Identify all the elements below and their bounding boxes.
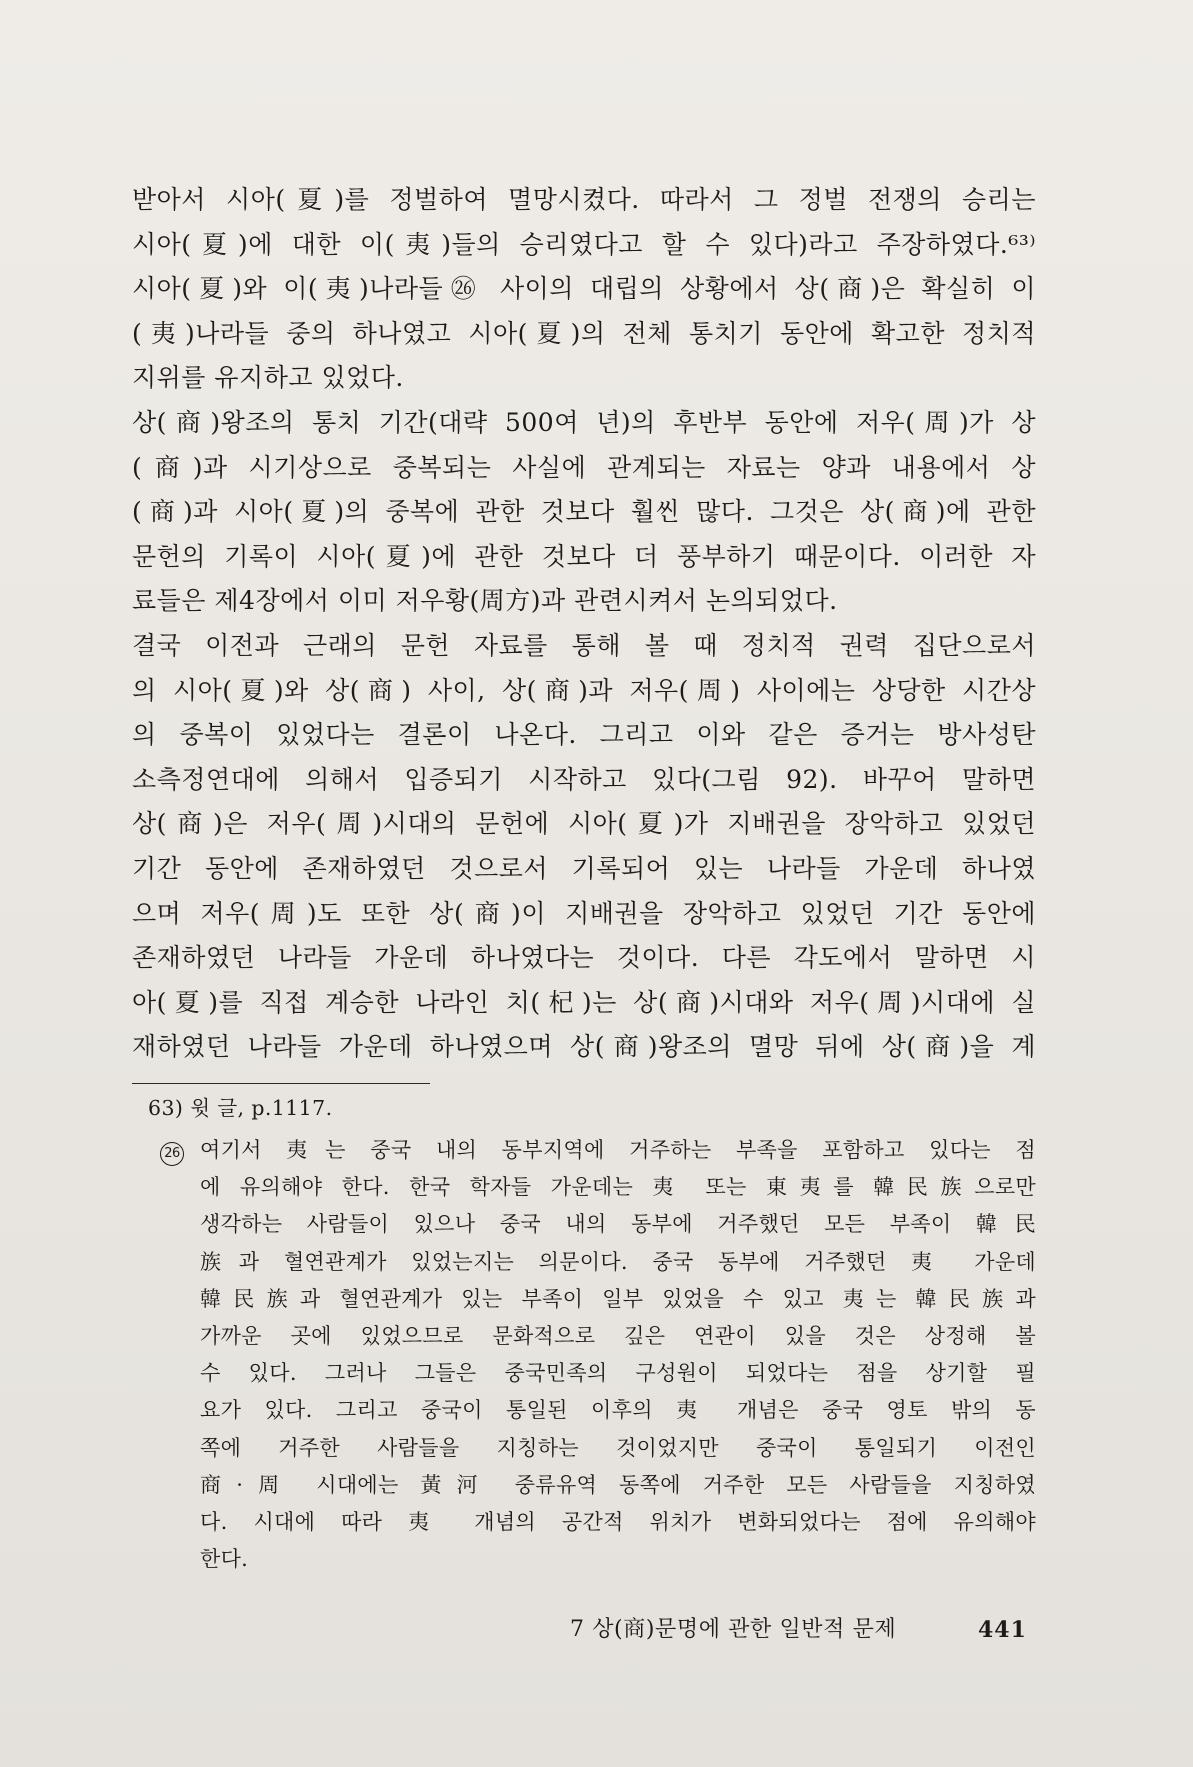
footnote-line: 여기서 夷는 중국 내의 동부지역에 거주하는 부족을 포함하고 있다는 점: [200, 1138, 1036, 1162]
footnote-line: 商·周 시대에는 黃河 중류유역 동쪽에 거주한 모든 사람들을 지칭하였: [200, 1472, 1036, 1497]
running-footer-title: 7 상(商)문명에 관한 일반적 문제: [570, 1617, 897, 1642]
footnote-26-text: [200, 1132, 1036, 1578]
text-line: 상(商)은 저우(周)시대의 문헌에 시아(夏)가 지배권을 장악하고 있었던: [132, 809, 1036, 839]
text-line: 상(商)왕조의 통치 기간(대략 500여 년)의 후반부 동안에 저우(周)가 상: [132, 407, 1036, 437]
text-line: 으며 저우(周)도 또한 상(商)이 지배권을 장악하고 있었던 기간 동안에: [132, 898, 1036, 928]
main-text: [132, 178, 1036, 1070]
footnote-marker-circled-26: 26: [160, 1142, 184, 1166]
text-line: 의 중복이 있었다는 결론이 나온다. 그리고 이와 같은 증거는 방사성탄: [132, 720, 1036, 750]
footnote-line: 생각하는 사람들이 있으나 중국 내의 동부에 거주했던 모든 부족이 韓民: [200, 1212, 1036, 1237]
footnote-line: 韓民族과 혈연관계가 있는 부족이 일부 있었을 수 있고 夷는 韓民族과: [200, 1286, 1036, 1311]
footnote-line: 다. 시대에 따라 夷 개념의 공간적 위치가 변화되었다는 점에 유의해야: [200, 1509, 1036, 1534]
text-line: 결국 이전과 근래의 문헌 자료를 통해 볼 때 정치적 권력 집단으로서: [132, 630, 1036, 660]
footnote-line: 가까운 곳에 있었으므로 문화적으로 깊은 연관이 있을 것은 상정해 볼: [200, 1323, 1036, 1348]
footnote-line: 쪽에 거주한 사람들을 지칭하는 것이었지만 중국이 통일되기 이전인: [200, 1435, 1036, 1460]
text-line: 기간 동안에 존재하였던 것으로서 기록되어 있는 나라들 가운데 하나였: [132, 853, 1036, 883]
footnote-line: 한다.: [200, 1547, 249, 1572]
footnote-line: 族과 혈연관계가 있었는지는 의문이다. 중국 동부에 거주했던 夷 가운데: [200, 1249, 1036, 1274]
text-line: 시아(夏)에 대한 이(夷)들의 승리였다고 할 수 있다)라고 주장하였다.⁶³⁾: [132, 229, 1036, 259]
footnote-63: 63) 윗 글, p.1117.: [148, 1096, 333, 1120]
text-line: 문헌의 기록이 시아(夏)에 관한 것보다 더 풍부하기 때문이다. 이러한 자: [132, 541, 1036, 571]
text-line: 료들은 제4장에서 이미 저우황(周方)과 관련시켜서 논의되었다.: [132, 586, 838, 616]
text-line: (商)과 시기상으로 중복되는 사실에 관계되는 자료는 양과 내용에서 상: [132, 452, 1036, 482]
page-number: 441: [978, 1617, 1027, 1643]
footnote-line: 요가 있다. 그리고 중국이 통일된 이후의 夷 개념은 중국 영토 밖의 동: [200, 1398, 1036, 1423]
text-line: 지위를 유지하고 있었다.: [132, 363, 404, 393]
text-line: (夷)나라들 중의 하나였고 시아(夏)의 전체 통치기 동안에 확고한 정치적: [132, 318, 1036, 348]
text-line: 소측정연대에 의해서 입증되기 시작하고 있다(그림 92). 바꾸어 말하면: [132, 764, 1036, 794]
text-line: 존재하였던 나라들 가운데 하나였다는 것이다. 다른 각도에서 말하면 시: [132, 943, 1036, 973]
text-line: 아(夏)를 직접 계승한 나라인 치(杞)는 상(商)시대와 저우(周)시대에 실: [132, 987, 1036, 1017]
text-line: 의 시아(夏)와 상(商) 사이, 상(商)과 저우(周) 사이에는 상당한 시간상: [132, 675, 1036, 705]
footnote-line: 수 있다. 그러나 그들은 중국민족의 구성원이 되었다는 점을 상기할 필: [200, 1361, 1036, 1386]
text-line: 받아서 시아(夏)를 정벌하여 멸망시켰다. 따라서 그 정벌 전쟁의 승리는: [132, 185, 1036, 214]
footnote-divider: [132, 1083, 430, 1084]
text-line: 재하였던 나라들 가운데 하나였으며 상(商)왕조의 멸망 뒤에 상(商)을 계: [132, 1032, 1036, 1062]
text-line: (商)과 시아(夏)의 중복에 관한 것보다 훨씬 많다. 그것은 상(商)에 관한: [132, 497, 1036, 527]
footnote-line: 에 유의해야 한다. 한국 학자들 가운데는 夷 또는 東夷를 韓民族으로만: [200, 1175, 1036, 1200]
text-line: 시아(夏)와 이(夷)나라들㉖ 사이의 대립의 상황에서 상(商)은 확실히 이: [132, 274, 1036, 304]
